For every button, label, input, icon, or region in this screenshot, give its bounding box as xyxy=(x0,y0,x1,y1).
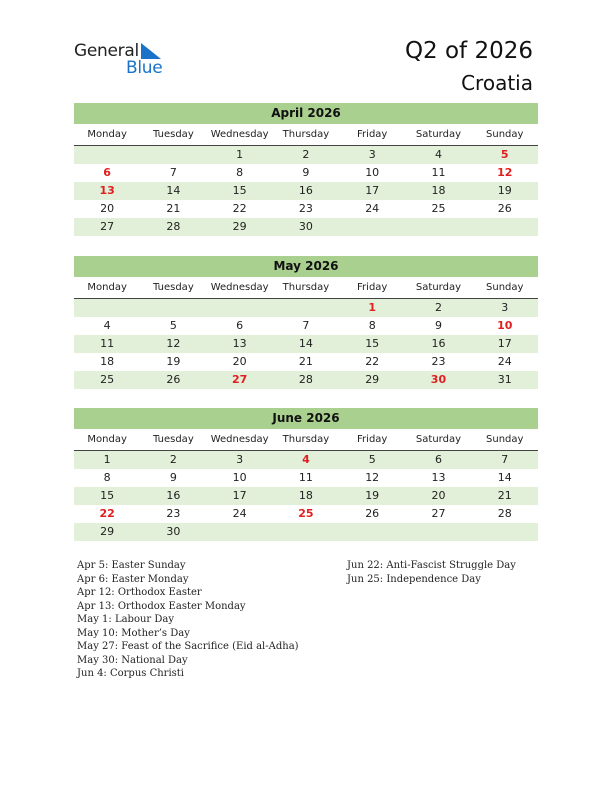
holiday-list-left xyxy=(77,559,299,681)
weekday-label: Sunday xyxy=(486,434,524,445)
day-cell: 27 xyxy=(232,373,248,386)
day-cell: 28 xyxy=(298,373,313,386)
day-cell: 4 xyxy=(103,319,111,332)
day-cell: 19 xyxy=(497,184,512,197)
day-cell: 30 xyxy=(430,373,447,386)
day-cell xyxy=(207,523,273,541)
day-cell: 15 xyxy=(365,337,380,350)
day-cell: 1 xyxy=(368,301,377,314)
weekday-label: Friday xyxy=(357,282,388,293)
day-cell: 26 xyxy=(365,507,380,520)
day-cell: 28 xyxy=(497,507,512,520)
weekday-label: Wednesday xyxy=(210,129,269,140)
holiday-entry: Apr 12: Orthodox Easter xyxy=(77,587,202,598)
weekday-label: Sunday xyxy=(486,282,524,293)
day-cell xyxy=(405,218,471,236)
day-cell: 22 xyxy=(232,202,247,215)
day-cell: 3 xyxy=(501,301,509,314)
day-cell: 17 xyxy=(497,337,512,350)
day-cell xyxy=(273,523,339,541)
weekday-label: Saturday xyxy=(415,434,461,445)
day-cell: 5 xyxy=(500,148,509,161)
day-cell: 9 xyxy=(169,471,177,484)
weekday-header-row xyxy=(74,277,538,299)
day-cell: 5 xyxy=(368,453,376,466)
day-cell: 6 xyxy=(236,319,244,332)
day-cell: 29 xyxy=(232,220,247,233)
day-cell xyxy=(339,218,405,236)
day-cell: 24 xyxy=(365,202,380,215)
country-name: Croatia xyxy=(461,71,533,95)
weekday-header-row xyxy=(74,124,538,146)
day-cell: 13 xyxy=(99,184,115,197)
logo-triangle-icon xyxy=(141,43,163,59)
day-cell: 27 xyxy=(100,220,115,233)
day-cell: 13 xyxy=(431,471,446,484)
day-cell: 12 xyxy=(365,471,380,484)
day-cell xyxy=(405,523,471,541)
week-row xyxy=(74,353,538,371)
day-cell: 18 xyxy=(431,184,446,197)
weekday-label: Monday xyxy=(87,129,127,140)
day-cell: 1 xyxy=(103,453,111,466)
month-may xyxy=(74,256,538,389)
day-cell: 7 xyxy=(501,453,509,466)
day-cell: 26 xyxy=(497,202,512,215)
holiday-entry: Apr 6: Easter Monday xyxy=(77,573,189,585)
weekday-label: Wednesday xyxy=(210,282,269,293)
logo xyxy=(74,41,174,77)
day-cell: 12 xyxy=(497,166,513,179)
day-cell: 16 xyxy=(166,489,181,502)
weekday-label: Tuesday xyxy=(153,282,194,293)
page-title: Q2 of 2026 xyxy=(404,38,533,64)
day-cell xyxy=(273,299,339,317)
day-cell: 2 xyxy=(169,453,177,466)
weekday-label: Thursday xyxy=(282,282,330,293)
day-cell: 10 xyxy=(365,166,380,179)
day-cell xyxy=(74,299,140,317)
month-title: April 2026 xyxy=(74,103,538,124)
day-cell: 24 xyxy=(497,355,512,368)
holiday-list-right xyxy=(347,559,516,586)
day-cell: 8 xyxy=(236,166,244,179)
week-row xyxy=(74,218,538,236)
day-cell: 20 xyxy=(100,202,115,215)
week-row xyxy=(74,487,538,505)
day-cell: 7 xyxy=(169,166,177,179)
holiday-entry: Jun 22: Anti-Fascist Struggle Day xyxy=(347,560,516,571)
day-cell: 9 xyxy=(302,166,310,179)
day-cell: 4 xyxy=(434,148,442,161)
day-cell: 22 xyxy=(99,507,115,520)
weekday-label: Thursday xyxy=(282,129,330,140)
day-cell: 11 xyxy=(100,337,115,350)
month-june xyxy=(74,408,538,541)
day-cell xyxy=(207,299,273,317)
day-cell: 16 xyxy=(431,337,446,350)
day-cell xyxy=(74,146,140,164)
day-cell: 7 xyxy=(302,319,310,332)
day-cell: 3 xyxy=(236,453,244,466)
week-row xyxy=(74,164,538,182)
day-cell: 19 xyxy=(166,355,181,368)
day-cell: 8 xyxy=(368,319,376,332)
day-cell: 25 xyxy=(431,202,446,215)
month-title: May 2026 xyxy=(74,256,538,277)
day-cell: 14 xyxy=(298,337,313,350)
day-cell: 13 xyxy=(232,337,247,350)
day-cell: 10 xyxy=(232,471,247,484)
day-cell: 23 xyxy=(166,507,181,520)
day-cell: 25 xyxy=(100,373,115,386)
day-cell: 30 xyxy=(298,220,313,233)
day-cell: 2 xyxy=(434,301,442,314)
holiday-entry: May 30: National Day xyxy=(77,654,188,666)
day-cell xyxy=(472,523,538,541)
weekday-label: Monday xyxy=(87,282,127,293)
day-cell: 25 xyxy=(298,507,314,520)
day-cell xyxy=(339,523,405,541)
day-cell: 8 xyxy=(103,471,111,484)
day-cell: 15 xyxy=(232,184,247,197)
month-title: June 2026 xyxy=(74,408,538,429)
day-cell: 23 xyxy=(431,355,446,368)
day-cell: 23 xyxy=(298,202,313,215)
day-cell: 14 xyxy=(166,184,181,197)
holiday-entry: May 10: Mother’s Day xyxy=(77,627,190,639)
weekday-label: Saturday xyxy=(415,282,461,293)
weekday-label: Friday xyxy=(357,129,388,140)
day-cell: 28 xyxy=(166,220,181,233)
holiday-entry: May 27: Feast of the Sacrifice (Eid al-Adha) xyxy=(77,641,299,652)
logo-blue-text: Blue xyxy=(126,58,163,78)
weekday-label: Sunday xyxy=(486,129,524,140)
week-row xyxy=(74,335,538,353)
day-cell: 20 xyxy=(431,489,446,502)
day-cell: 31 xyxy=(497,373,512,386)
day-cell: 22 xyxy=(365,355,380,368)
weekday-label: Thursday xyxy=(282,434,330,445)
week-row xyxy=(74,505,538,523)
day-cell: 17 xyxy=(232,489,247,502)
day-cell: 21 xyxy=(166,202,181,215)
day-cell: 21 xyxy=(298,355,313,368)
day-cell: 27 xyxy=(431,507,446,520)
month-april xyxy=(74,103,538,236)
day-cell: 2 xyxy=(302,148,310,161)
day-cell: 29 xyxy=(365,373,380,386)
holiday-entry: May 1: Labour Day xyxy=(77,614,174,625)
week-row xyxy=(74,299,538,317)
day-cell: 19 xyxy=(365,489,380,502)
day-cell: 11 xyxy=(298,471,313,484)
weekday-label: Tuesday xyxy=(153,129,194,140)
day-cell: 18 xyxy=(298,489,313,502)
day-cell: 30 xyxy=(166,525,181,538)
week-row xyxy=(74,451,538,469)
day-cell: 6 xyxy=(434,453,442,466)
week-row xyxy=(74,182,538,200)
day-cell xyxy=(140,146,206,164)
weekday-label: Monday xyxy=(87,434,127,445)
day-cell: 21 xyxy=(497,489,512,502)
day-cell: 15 xyxy=(100,489,115,502)
day-cell: 24 xyxy=(232,507,247,520)
weekday-header-row xyxy=(74,429,538,451)
holiday-entry: Apr 5: Easter Sunday xyxy=(77,560,186,571)
day-cell xyxy=(140,299,206,317)
day-cell: 29 xyxy=(100,525,115,538)
day-cell: 11 xyxy=(431,166,446,179)
week-row xyxy=(74,317,538,335)
day-cell: 10 xyxy=(497,319,513,332)
day-cell: 16 xyxy=(298,184,313,197)
week-row xyxy=(74,146,538,164)
week-row xyxy=(74,371,538,389)
holiday-entry: Jun 25: Independence Day xyxy=(347,573,481,585)
day-cell: 17 xyxy=(365,184,380,197)
holiday-entry: Jun 4: Corpus Christi xyxy=(77,668,185,679)
week-row xyxy=(74,469,538,487)
day-cell: 18 xyxy=(100,355,115,368)
day-cell: 14 xyxy=(497,471,512,484)
weekday-label: Saturday xyxy=(415,129,461,140)
day-cell: 9 xyxy=(434,319,442,332)
week-row xyxy=(74,200,538,218)
day-cell: 1 xyxy=(236,148,244,161)
weekday-label: Wednesday xyxy=(210,434,269,445)
day-cell xyxy=(472,218,538,236)
day-cell: 20 xyxy=(232,355,247,368)
day-cell: 12 xyxy=(166,337,181,350)
holiday-entry: Apr 13: Orthodox Easter Monday xyxy=(77,600,246,612)
day-cell: 3 xyxy=(368,148,376,161)
logo-general-text: General xyxy=(74,41,139,61)
week-row xyxy=(74,523,538,541)
day-cell: 26 xyxy=(166,373,181,386)
day-cell: 6 xyxy=(103,166,111,179)
weekday-label: Tuesday xyxy=(153,434,194,445)
day-cell: 4 xyxy=(302,453,310,466)
weekday-label: Friday xyxy=(357,434,388,445)
day-cell: 5 xyxy=(169,319,177,332)
